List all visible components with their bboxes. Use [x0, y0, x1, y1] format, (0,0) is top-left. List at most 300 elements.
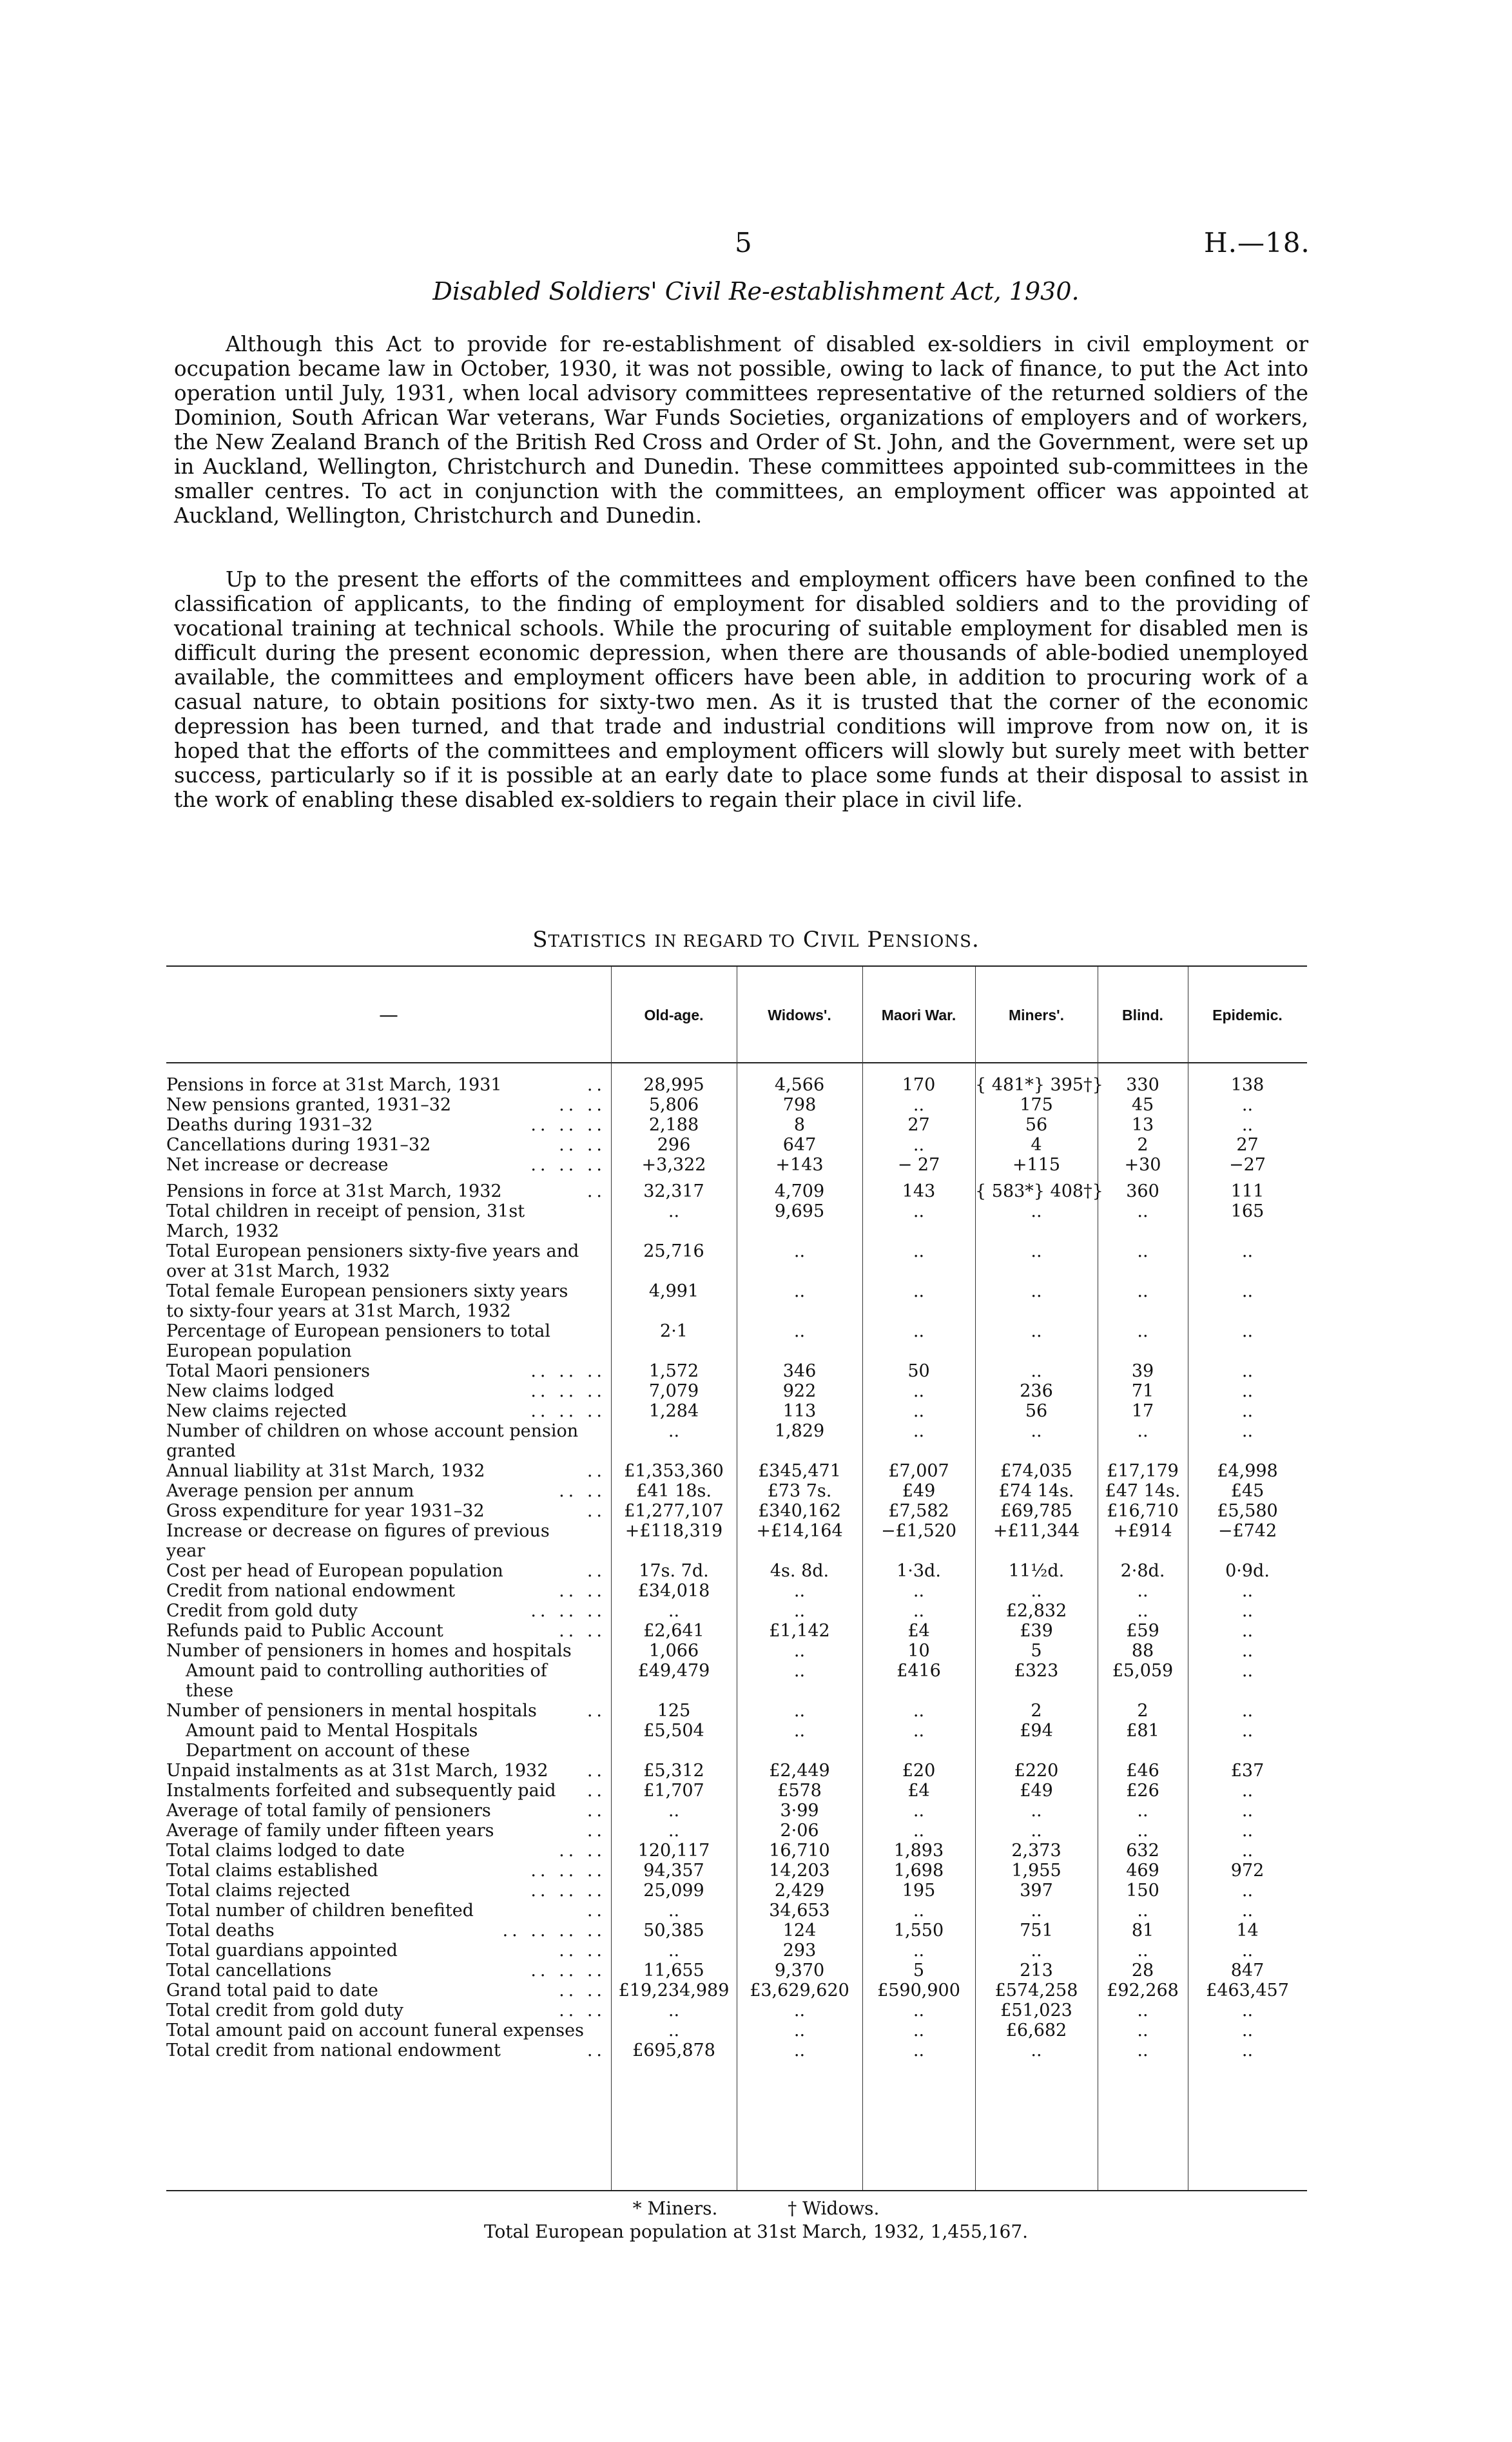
row-label	[166, 1241, 611, 1281]
table-row	[166, 1781, 1307, 1801]
table-cell: +143	[775, 1155, 824, 1175]
table-cell: 2,373	[1011, 1841, 1061, 1861]
row-label-text: Grand total paid to date	[166, 1981, 378, 2001]
row-label	[166, 1721, 611, 1761]
table-cell: ..	[793, 1641, 806, 1661]
title-part: .	[971, 927, 980, 953]
table-cell: 1,550	[893, 1921, 944, 1941]
table-row	[166, 1115, 1307, 1135]
leader-dots: .. .. ..	[530, 1401, 606, 1421]
leader-dots: ..	[586, 1181, 606, 1201]
table-cell: ..	[1241, 1941, 1254, 1961]
table-cell: 4,709	[774, 1181, 825, 1201]
table-cell: 125	[657, 1701, 691, 1721]
row-label-text: Total number of children benefited	[166, 1901, 474, 1921]
table-cell: ..	[913, 1135, 925, 1155]
table-row	[166, 1981, 1307, 2001]
table-cell: ..	[668, 1941, 680, 1961]
table-cell: ..	[1241, 1321, 1254, 1341]
table-cell: ..	[913, 1421, 925, 1441]
table-cell: − 27	[897, 1155, 940, 1175]
table-cell: 56	[1025, 1115, 1048, 1135]
table-row	[166, 1721, 1307, 1761]
row-label	[166, 1481, 611, 1501]
leader-dots: .. ..	[559, 1481, 606, 1501]
table-cell: £590,900	[877, 1981, 960, 2001]
table-row	[166, 1701, 1307, 1721]
leader-dots: ..	[586, 1761, 606, 1781]
row-label	[166, 1601, 611, 1621]
table-cell: ..	[668, 1421, 680, 1441]
table-cell: ..	[913, 1381, 925, 1401]
leader-dots: .. ..	[559, 1621, 606, 1641]
table-cell: 14,203	[769, 1861, 830, 1881]
table-cell: £17,179	[1107, 1461, 1179, 1481]
row-label-text: Number of pensioners in homes and hospitals	[166, 1641, 572, 1661]
table-cell: 1,955	[1011, 1861, 1061, 1881]
table-cell: £19,234,989	[618, 1981, 730, 2001]
table-cell: 1,572	[648, 1361, 699, 1381]
table-cell: 9,370	[774, 1961, 825, 1981]
table-cell: ..	[1137, 1821, 1149, 1841]
table-cell: 0·9d.	[1225, 1561, 1270, 1581]
table-cell: 3·99	[780, 1801, 819, 1821]
table-row	[166, 1521, 1307, 1561]
row-label	[166, 1201, 611, 1241]
table-cell: £59	[1126, 1621, 1159, 1641]
row-label-text: Total Maori pensioners	[166, 1361, 370, 1381]
leader-dots: .. .. ..	[530, 1115, 606, 1135]
table-cell: ..	[913, 1721, 925, 1741]
leader-dots: .. ..	[559, 1841, 606, 1861]
table-cell: £74,035	[1000, 1461, 1072, 1481]
row-label-text: Increase or decrease on figures of previous year	[166, 1521, 550, 1561]
table-cell: 165	[1230, 1201, 1265, 1221]
leader-dots: ..	[586, 1801, 606, 1821]
paragraph-2-text: Up to the present the efforts of the committees and employment officers have been confined to the classification of applicants, to the finding of employment for disabled soldiers and to the providing of vocational training at technical schools. While the procuring of suitable employment for disabled men is difficult during the present economic depression, when there are thousands of able-bodied unemployed available, the committees and employment officers have been able, in addition to procuring work of a casual nature, to obtain positions for sixty-two men. As it is trusted that the corner of the economic depression has been turned, and that trade and industrial conditions will improve from now on, it is hoped that the efforts of the committees and employment officers will slowly but surely meet with better success, particularly so if it is possible at an early date to place some funds at their disposal to assist in the work of enabling these disabled ex-soldiers to regain their place in civil life.	[174, 567, 1308, 812]
row-label-text: Cost per head of European population	[166, 1561, 503, 1581]
table-cell: ..	[913, 1821, 925, 1841]
table-cell: £5,312	[643, 1761, 704, 1781]
table-cell: ..	[793, 1721, 806, 1741]
table-cell: 1,284	[648, 1401, 699, 1421]
table-cell: £5,504	[643, 1721, 704, 1741]
row-label	[166, 1401, 611, 1421]
table-cell: ..	[913, 2001, 925, 2020]
header-miners: Miners'.	[1009, 1006, 1064, 1023]
row-label	[166, 1761, 611, 1781]
table-cell: ..	[1031, 1581, 1042, 1601]
table-cell: ..	[668, 1821, 680, 1841]
table-cell: ..	[668, 2001, 680, 2020]
row-label	[166, 1881, 611, 1901]
table-cell: 2·06	[780, 1821, 819, 1841]
leader-dots: ..	[586, 1781, 606, 1801]
row-label-text: Annual liability at 31st March, 1932	[166, 1461, 485, 1481]
table-cell: £220	[1014, 1761, 1059, 1781]
table-cell: £6,682	[1005, 2020, 1067, 2040]
table-cell: 2·8d.	[1120, 1561, 1165, 1581]
table-cell: 213	[1020, 1961, 1053, 1981]
table-cell: 195	[902, 1881, 936, 1901]
table-cell: £49	[1020, 1781, 1053, 1801]
header-label-column: —	[379, 1003, 398, 1027]
row-label-text: Total amount paid on account funeral expenses	[166, 2020, 584, 2040]
leader-dots: ..	[586, 2040, 606, 2060]
table-cell: £1,277,107	[624, 1501, 724, 1521]
row-label-text: Credit from national endowment	[166, 1581, 456, 1601]
table-cell: £92,268	[1107, 1981, 1179, 2001]
row-label-text: Total claims lodged to date	[166, 1841, 405, 1861]
row-label	[166, 1801, 611, 1821]
table-cell: £4	[907, 1781, 930, 1801]
table-cell: £7,007	[888, 1461, 949, 1481]
table-cell: ..	[1241, 1641, 1254, 1661]
table-cell: 34,653	[769, 1901, 830, 1921]
table-cell: ..	[913, 1701, 925, 1721]
table-cell: £463,457	[1206, 1981, 1289, 2001]
table-cell: ..	[1241, 1841, 1254, 1861]
row-label-text: New claims lodged	[166, 1381, 334, 1401]
table-cell: ..	[1031, 1421, 1042, 1441]
table-cell: ..	[668, 1201, 680, 1221]
row-label-text: Total deaths	[166, 1921, 275, 1941]
table-cell: £49,479	[637, 1661, 710, 1681]
table-cell: 346	[782, 1361, 817, 1381]
table-cell: £73 7s.	[767, 1481, 832, 1501]
table-cell: −£1,520	[880, 1521, 957, 1541]
table-cell: 1,829	[774, 1421, 825, 1441]
row-label	[166, 1115, 611, 1135]
table-cell: 972	[1230, 1861, 1265, 1881]
leader-dots: ..	[586, 1501, 606, 1521]
row-label	[166, 1821, 611, 1841]
table-cell: 751	[1020, 1921, 1053, 1941]
table-cell: 17	[1131, 1401, 1154, 1421]
table-cell: ..	[1241, 1821, 1254, 1841]
leader-dots: .. .. .. ..	[502, 1921, 606, 1941]
paragraph-1-text: Although this Act to provide for re-establishment of disabled ex-soldiers in civil employment or occupation became law in October, 1930, it was not possible, owing to lack of finance, to put the Act into operation until July, 1931, when local advisory committees representative of the returned soldiers of the Dominion, South African War veterans, War Funds Societies, organizations of employers and of workers, the New Zealand Branch of the British Red Cross and Order of St. John, and the Government, were set up in Auckland, Wellington, Christchurch and Dunedin. These committees appointed sub-committees in the smaller centres. To act in conjunction with the committees, an employment officer was appointed at Auckland, Wellington, Christchurch and Dunedin.	[174, 332, 1308, 528]
table-cell: ..	[1241, 1095, 1254, 1115]
table-cell: £7,582	[888, 1501, 949, 1521]
table-cell: ..	[913, 1281, 925, 1301]
table-cell: ..	[1241, 1881, 1254, 1901]
table-cell: 296	[657, 1135, 691, 1155]
statistics-title	[0, 927, 1512, 953]
row-label	[166, 1501, 611, 1521]
table-row	[166, 1801, 1307, 1821]
row-label	[166, 1321, 611, 1361]
table-cell: £5,059	[1112, 1661, 1174, 1681]
table-cell: ..	[1241, 2040, 1254, 2060]
table-cell: ..	[1241, 1901, 1254, 1921]
section-title: Disabled Soldiers' Civil Re-establishment Act, 1930.	[432, 277, 1080, 305]
table-cell: +£11,344	[993, 1521, 1080, 1541]
row-label-text: Number of children on whose account pension granted	[166, 1421, 579, 1461]
title-part: TATISTICS	[548, 932, 647, 951]
leader-dots: .. .. ..	[530, 1381, 606, 1401]
table-cell: 847	[1230, 1961, 1265, 1981]
leader-dots: .. ..	[559, 1941, 606, 1961]
table-cell: 56	[1025, 1401, 1048, 1421]
table-cell: ..	[1241, 1401, 1254, 1421]
table-cell: £695,878	[632, 2040, 715, 2060]
table-cell: 5	[913, 1961, 925, 1981]
table-cell: ..	[793, 1601, 806, 1621]
table-cell: ..	[913, 1601, 925, 1621]
table-row	[166, 1941, 1307, 1961]
table-cell: £51,023	[1000, 2001, 1072, 2020]
table-cell: ..	[1241, 1721, 1254, 1741]
table-row	[166, 1281, 1307, 1321]
table-row	[166, 1841, 1307, 1861]
table-row	[166, 1561, 1307, 1581]
row-label	[166, 2001, 611, 2020]
table-cell: 45	[1131, 1095, 1154, 1115]
table-cell: ..	[1241, 1801, 1254, 1821]
table-row	[166, 1501, 1307, 1521]
table-cell: 4,991	[648, 1281, 699, 1301]
row-label	[166, 1981, 611, 2001]
table-cell: ..	[793, 2001, 806, 2020]
table-cell: ..	[1137, 1281, 1149, 1301]
table-row	[166, 2020, 1307, 2040]
leader-dots: .. .. ..	[530, 1155, 606, 1175]
table-cell: ..	[1137, 2020, 1149, 2040]
table-cell: 798	[782, 1095, 817, 1115]
row-label	[166, 1095, 611, 1115]
title-part: IVIL	[820, 932, 860, 951]
table-cell: 50,385	[643, 1921, 704, 1941]
table-cell: ..	[913, 2040, 925, 2060]
table-cell: £81	[1126, 1721, 1159, 1741]
table-cell: £3,629,620	[750, 1981, 849, 2001]
table-row	[166, 1901, 1307, 1921]
table-row	[166, 1621, 1307, 1641]
leader-dots: ..	[586, 1075, 606, 1095]
table-cell: £345,471	[758, 1461, 841, 1481]
table-row	[166, 1241, 1307, 1281]
row-label	[166, 1781, 611, 1801]
table-cell: 5,806	[648, 1095, 699, 1115]
row-label-text: Total claims rejected	[166, 1881, 351, 1901]
table-cell: ..	[913, 1095, 925, 1115]
table-cell: ..	[668, 2020, 680, 2040]
table-cell: 1,698	[893, 1861, 944, 1881]
table-cell: £94	[1020, 1721, 1053, 1741]
title-part: P	[867, 927, 883, 953]
table-cell: 124	[782, 1921, 817, 1941]
table-row	[166, 1921, 1307, 1941]
table-cell: 71	[1131, 1381, 1154, 1401]
leader-dots: .. ..	[559, 1581, 606, 1601]
row-label-text: Unpaid instalments as at 31st March, 1932	[166, 1761, 548, 1781]
table-cell: ..	[793, 2020, 806, 2040]
row-label-text: Cancellations during 1931–32	[166, 1135, 431, 1155]
table-row	[166, 1321, 1307, 1361]
table-cell: ..	[1137, 1201, 1149, 1221]
table-cell: ..	[913, 1401, 925, 1421]
row-label	[166, 1421, 611, 1461]
table-row	[166, 1581, 1307, 1601]
table-cell: −£742	[1217, 1521, 1277, 1541]
table-cell: ..	[1137, 1321, 1149, 1341]
row-label	[166, 1461, 611, 1481]
row-label-text: Amount paid to Mental Hospitals Department on account of these	[186, 1721, 478, 1761]
table-cell: ..	[913, 1801, 925, 1821]
row-label-text: Total cancellations	[166, 1961, 332, 1981]
table-cell: 27	[907, 1115, 930, 1135]
table-cell: ..	[913, 1201, 925, 1221]
table-cell: 94,357	[643, 1861, 704, 1881]
table-cell: 175	[1020, 1095, 1053, 1115]
row-label	[166, 1381, 611, 1401]
table-cell: £49	[902, 1481, 936, 1501]
row-label-text: Total guardians appointed	[166, 1941, 398, 1961]
row-label	[166, 1181, 611, 1201]
table-row	[166, 1881, 1307, 1901]
table-cell: 2,188	[648, 1115, 699, 1135]
table-cell: 11½d.	[1008, 1561, 1065, 1581]
table-cell: £2,832	[1005, 1601, 1067, 1621]
table-cell: 922	[782, 1381, 817, 1401]
table-cell: £69,785	[1000, 1501, 1072, 1521]
row-label-text: New pensions granted, 1931–32	[166, 1095, 452, 1115]
table-cell: 13	[1131, 1115, 1154, 1135]
table-row	[166, 1661, 1307, 1701]
table-cell: 2	[1137, 1701, 1149, 1721]
table-row	[166, 1761, 1307, 1781]
table-row	[166, 1075, 1307, 1095]
table-cell: ..	[1241, 2001, 1254, 2020]
table-cell: £34,018	[637, 1581, 710, 1601]
table-cell: ..	[913, 1901, 925, 1921]
table-row	[166, 1641, 1307, 1661]
row-label	[166, 1561, 611, 1581]
table-cell: 88	[1131, 1641, 1154, 1661]
table-row	[166, 1861, 1307, 1881]
table-cell: ..	[793, 2040, 806, 2060]
table-cell: ..	[913, 1941, 925, 1961]
title-part: ENSIONS	[882, 932, 972, 951]
table-cell: 4s. 8d.	[770, 1561, 829, 1581]
table-cell: 113	[782, 1401, 817, 1421]
header-maori-war: Maori War.	[881, 1006, 956, 1023]
table-cell: 4,566	[774, 1075, 825, 1095]
table-cell: 2,429	[774, 1881, 825, 1901]
table-cell: £74 14s.	[998, 1481, 1074, 1501]
table-cell: 360	[1126, 1181, 1159, 1201]
leader-dots: .. ..	[559, 1981, 606, 2001]
leader-dots: ..	[586, 1821, 606, 1841]
table-cell: ..	[793, 1661, 806, 1681]
table-cell: ..	[1031, 1941, 1042, 1961]
table-row	[166, 1821, 1307, 1841]
table-cell: £41 18s.	[636, 1481, 712, 1501]
table-cell: ..	[1137, 1421, 1149, 1441]
table-cell: ..	[1137, 2040, 1149, 2060]
table-cell: £1,707	[643, 1781, 704, 1801]
table-row	[166, 1481, 1307, 1501]
table-cell: 11,655	[643, 1961, 704, 1981]
table-cell: ..	[1137, 1801, 1149, 1821]
table-row	[166, 1181, 1307, 1201]
row-label-text: Total female European pensioners sixty years to sixty-four years at 31st March, 1932	[166, 1281, 568, 1321]
header-epidemic: Epidemic.	[1212, 1006, 1283, 1023]
table-cell: ..	[793, 1281, 806, 1301]
table-cell: ..	[1241, 1621, 1254, 1641]
table-cell: ..	[1241, 1661, 1254, 1681]
title-part: S	[532, 927, 548, 953]
header-widows: Widows'.	[768, 1006, 831, 1023]
title-part: IN REGARD TO	[654, 932, 796, 951]
title-part: C	[802, 927, 820, 953]
table-cell: 16,710	[769, 1841, 830, 1861]
table-cell: { 583*} 408†}	[975, 1181, 1103, 1201]
table-cell: ..	[1031, 1321, 1042, 1341]
table-cell: 28	[1131, 1961, 1154, 1981]
table-cell: 1,893	[893, 1841, 944, 1861]
row-label	[166, 1155, 611, 1175]
table-cell: ..	[1031, 1901, 1042, 1921]
table-cell: 138	[1230, 1075, 1265, 1095]
table-cell: 143	[902, 1181, 936, 1201]
table-cell: £26	[1126, 1781, 1159, 1801]
table-cell: ..	[1031, 1241, 1042, 1261]
table-cell: 8	[793, 1115, 806, 1135]
table-cell: ..	[793, 1321, 806, 1341]
table-row	[166, 2040, 1307, 2060]
table-cell: 150	[1126, 1881, 1159, 1901]
leader-dots: ..	[586, 1701, 606, 1721]
table-row	[166, 1201, 1307, 1241]
table-cell: ..	[1241, 2020, 1254, 2040]
row-label	[166, 1361, 611, 1381]
table-cell: 81	[1131, 1921, 1154, 1941]
leader-dots: .. .. ..	[530, 1361, 606, 1381]
table-cell: ..	[1137, 2001, 1149, 2020]
table-cell: +£914	[1113, 1521, 1172, 1541]
row-label-text: Number of pensioners in mental hospitals	[166, 1701, 537, 1721]
footnotes	[0, 2198, 1512, 2219]
table-cell: ..	[1241, 1241, 1254, 1261]
table-cell: ..	[668, 1601, 680, 1621]
leader-dots: .. .. ..	[530, 1861, 606, 1881]
table-cell: £45	[1230, 1481, 1265, 1501]
table-cell: +115	[1012, 1155, 1061, 1175]
leader-dots: .. ..	[559, 1095, 606, 1115]
table-row	[166, 1361, 1307, 1381]
row-label-text: Total children in receipt of pension, 31st March, 1932	[166, 1201, 525, 1241]
table-cell: 17s. 7d.	[639, 1561, 709, 1581]
table-cell: ..	[1241, 1381, 1254, 1401]
footnote-miners: * Miners.	[632, 2198, 718, 2219]
table-cell: ..	[1137, 1601, 1149, 1621]
table-cell: £39	[1020, 1621, 1053, 1641]
row-label	[166, 1641, 611, 1661]
table-row	[166, 1421, 1307, 1461]
table-cell: 50	[907, 1361, 930, 1381]
table-cell: +30	[1124, 1155, 1161, 1175]
row-label-text: New claims rejected	[166, 1401, 347, 1421]
row-label-text: Refunds paid to Public Account	[166, 1621, 443, 1641]
paragraph-2	[174, 567, 1308, 812]
table-cell: £37	[1230, 1761, 1265, 1781]
row-label-text: Total claims established	[166, 1861, 378, 1881]
table-cell: £574,258	[994, 1981, 1078, 2001]
population-note: Total European population at 31st March, 1932, 1,455,167.	[483, 2221, 1029, 2242]
table-cell: ..	[1241, 1421, 1254, 1441]
